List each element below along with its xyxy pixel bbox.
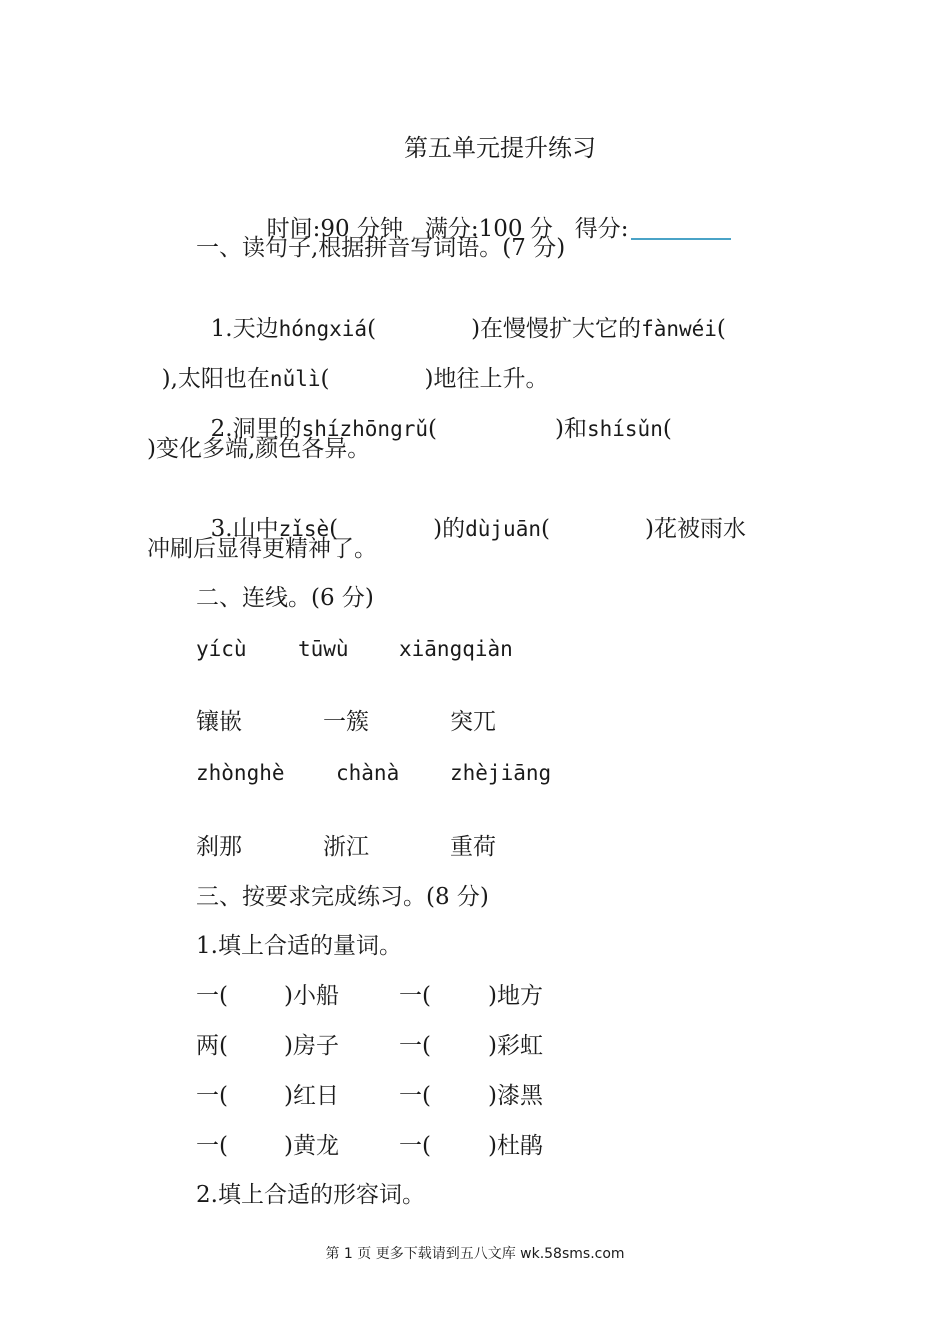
pinyin-shizhongru: shízhōngrǔ [301,417,429,441]
pinyin-fanwei: fànwéi [641,317,717,341]
score-blank[interactable] [631,214,731,240]
q1-line2: ),太阳也在nǔlì( )地往上升。 [161,366,549,392]
word-item[interactable]: 镶嵌 [196,709,242,735]
q3-line1: 3.山中zǐsè( )的dùjuān( )花被雨水 [210,516,746,542]
pinyin-shisun: shísǔn [586,417,663,441]
pinyin-hongxia: hóngxiá [278,317,368,341]
section3-heading: 三、按要求完成练习。(8 分) [196,884,489,910]
section1-heading: 一、读句子,根据拼音写词语。(7 分) [196,235,566,261]
pinyin-nuli: nǔlì [269,367,321,391]
full-score-label: 满分:100 分 [424,216,553,242]
section3-sub2: 2.填上合适的形容词。 [196,1182,425,1208]
q1-line1: 1.天边hóngxiá( )在慢慢扩大它的fànwéi( [210,316,726,342]
pinyin-item[interactable]: yícù [196,637,247,661]
q2-line1: 2.洞里的shízhōngrǔ( )和shísǔn( [210,416,672,442]
pinyin-item[interactable]: chànà [336,761,400,785]
pinyin-item[interactable]: xiāngqiàn [399,637,513,661]
word-item[interactable]: 重荷 [450,834,496,860]
time-label: 时间:90 分钟 [266,216,403,242]
pinyin-item[interactable]: zhònghè [196,761,285,785]
pinyin-item[interactable]: zhèjiāng [450,761,552,785]
page-title: 第五单元提升练习 [404,134,596,162]
section2-heading: 二、连线。(6 分) [196,585,374,611]
word-item[interactable]: 刹那 [196,834,242,860]
q2-line2: )变化多端,颜色各异。 [147,436,371,462]
pinyin-dujuan: dùjuān [465,517,541,541]
score-label: 得分: [574,216,629,242]
word-item[interactable]: 浙江 [323,834,369,860]
section3-sub1: 1.填上合适的量词。 [196,933,402,959]
pinyin-item[interactable]: tūwù [298,637,349,661]
word-item[interactable]: 突兀 [450,709,496,735]
q3-line2: 冲刷后显得更精神了。 [147,536,377,562]
word-item[interactable]: 一簇 [323,709,369,735]
pinyin-zise: zǐsè [278,517,330,541]
page-footer: 第 1 页 更多下载请到五八文库 wk.58sms.com [325,1246,625,1262]
